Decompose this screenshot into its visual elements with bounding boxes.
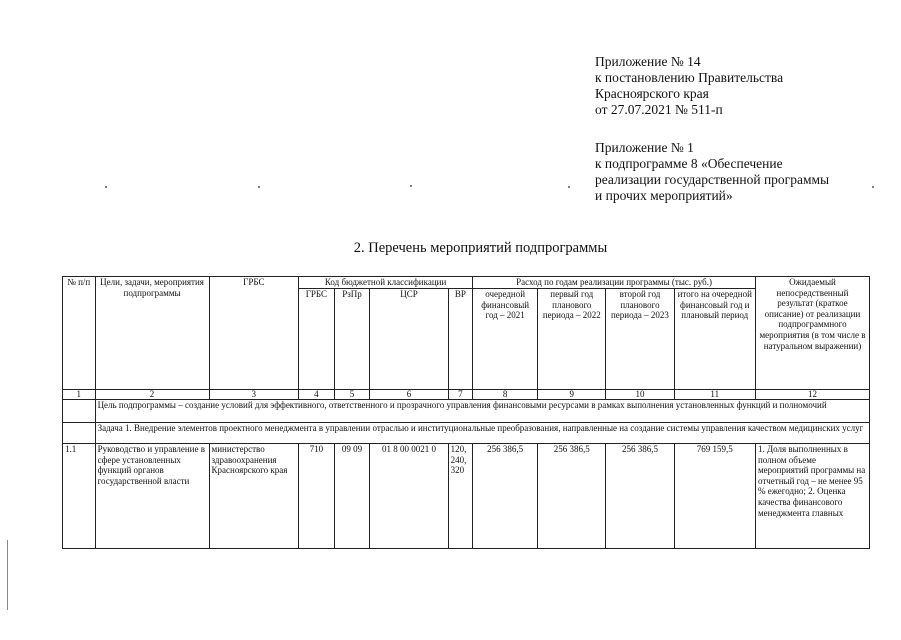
header-year-2022: первый год планового периода – 2022 bbox=[538, 289, 606, 390]
column-number: 2 bbox=[95, 390, 209, 400]
header-result: Ожидаемый непосредственный результат (краткое описание) от реализации подпрограммного мероприятия (в том числе в натуральном выражении) bbox=[755, 277, 869, 390]
measures-table bbox=[62, 276, 870, 549]
header-line: Приложение № 14 bbox=[595, 54, 701, 69]
column-number: 4 bbox=[299, 390, 335, 400]
header-code-group: Код бюджетной классификации bbox=[299, 277, 473, 289]
header-line: к подпрограмме 8 «Обеспечение bbox=[595, 156, 783, 171]
row-number: 1.1 bbox=[63, 444, 96, 549]
scan-edge-mark bbox=[7, 540, 8, 610]
empty-cell bbox=[63, 400, 96, 423]
header-line: Приложение № 1 bbox=[595, 140, 694, 155]
code-csr: 01 8 00 0021 0 bbox=[370, 444, 448, 549]
column-number: 5 bbox=[334, 390, 370, 400]
appendix-14-header bbox=[595, 54, 895, 118]
column-number: 10 bbox=[606, 390, 674, 400]
expected-result: 1. Доля выполненных в полном объеме мероприятий программы на отчетный год – не менее 95 % ежегодно; 2. Оценка качества финансового менеджмента главных bbox=[755, 444, 869, 549]
column-number: 6 bbox=[370, 390, 448, 400]
scan-speck bbox=[872, 186, 874, 188]
scan-speck bbox=[105, 186, 107, 188]
column-number: 12 bbox=[755, 390, 869, 400]
header-code-grbs: ГРБС bbox=[299, 289, 335, 390]
amount-total: 769 159,5 bbox=[674, 444, 755, 549]
column-number: 11 bbox=[674, 390, 755, 400]
code-grbs: 710 bbox=[299, 444, 335, 549]
measure-grbs: министерство здравоохранения Красноярского края bbox=[209, 444, 299, 549]
header-line: Красноярского края bbox=[595, 86, 709, 101]
code-vr: 120, 240, 320 bbox=[448, 444, 472, 549]
page-title: 2. Перечень мероприятий подпрограммы bbox=[353, 240, 608, 256]
measure-name: Руководство и управление в сфере установленных функций органов государственной власти bbox=[95, 444, 209, 549]
header-year-2023: второй год планового периода – 2023 bbox=[606, 289, 674, 390]
header-no: № п/п bbox=[63, 277, 96, 390]
column-number: 3 bbox=[209, 390, 299, 400]
scan-speck bbox=[258, 186, 260, 188]
amount-2021: 256 386,5 bbox=[473, 444, 538, 549]
amount-2023: 256 386,5 bbox=[606, 444, 674, 549]
code-rzpr: 09 09 bbox=[334, 444, 370, 549]
header-code-rzpr: РзПр bbox=[334, 289, 370, 390]
header-line: реализации государственной программы bbox=[595, 172, 830, 187]
column-number: 7 bbox=[448, 390, 472, 400]
column-number: 1 bbox=[63, 390, 96, 400]
scan-speck bbox=[410, 185, 412, 187]
appendix-1-header bbox=[595, 140, 895, 204]
header-year-total: итого на очередной финансовый год и плановый период bbox=[674, 289, 755, 390]
header-line: от 27.07.2021 № 511-п bbox=[595, 102, 723, 117]
empty-cell bbox=[63, 423, 96, 444]
column-number: 9 bbox=[538, 390, 606, 400]
header-code-csr: ЦСР bbox=[370, 289, 448, 390]
scan-speck bbox=[568, 186, 570, 188]
column-number: 8 bbox=[473, 390, 538, 400]
header-grbs: ГРБС bbox=[209, 277, 299, 390]
amount-2022: 256 386,5 bbox=[538, 444, 606, 549]
header-code-vr: ВР bbox=[448, 289, 472, 390]
goal-row: Цель подпрограммы – создание условий для эффективного, ответственного и прозрачного управления финансовыми ресурсами в рамках выполнения установленных функций и полномочий bbox=[95, 400, 869, 423]
header-year-2021: очередной финансовый год – 2021 bbox=[473, 289, 538, 390]
header-expense-group: Расход по годам реализации программы (тыс. руб.) bbox=[473, 277, 756, 289]
header-line: и прочих мероприятий» bbox=[595, 188, 733, 203]
header-goals: Цели, задачи, мероприятия подпрограммы bbox=[95, 277, 209, 390]
header-line: к постановлению Правительства bbox=[595, 70, 784, 85]
task-row: Задача 1. Внедрение элементов проектного менеджмента в управлении отраслью и институциональные преобразования, направленные на создание системы управления качеством медицинских услуг bbox=[95, 423, 869, 444]
